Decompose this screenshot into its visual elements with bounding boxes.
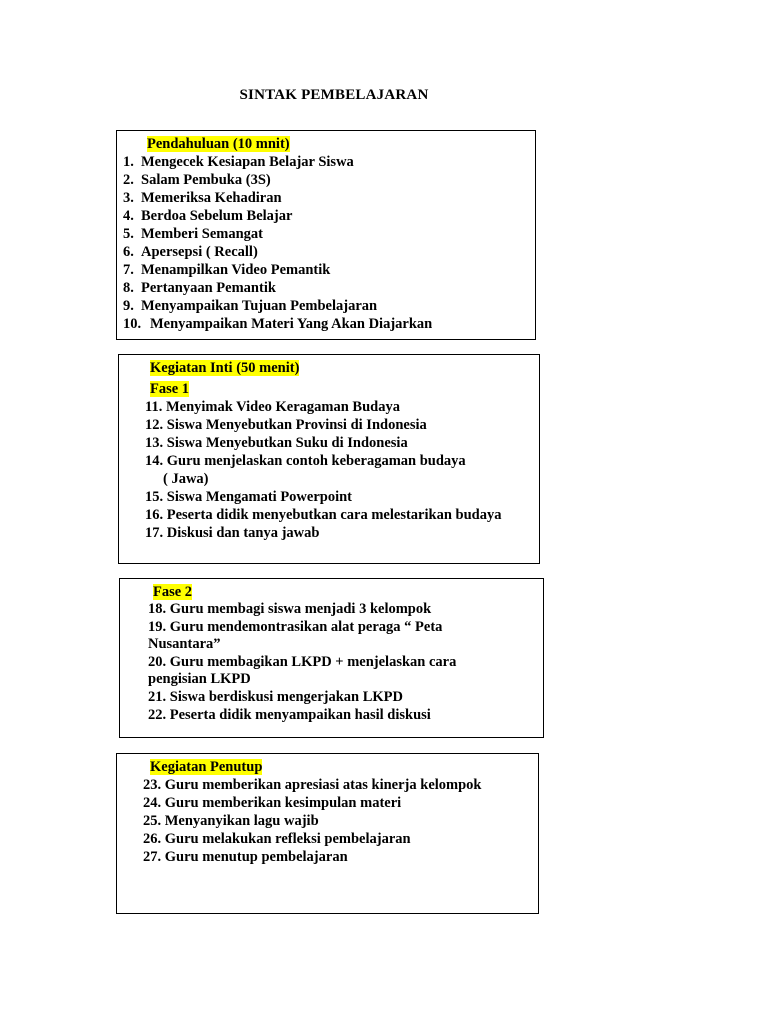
pendahuluan-item: 9. Menyampaikan Tujuan Pembelajaran <box>123 298 378 314</box>
inti-item: 14. Guru menjelaskan contoh keberagaman budaya <box>145 453 466 469</box>
kegiatan-inti-heading: Kegiatan Inti (50 menit) <box>150 360 300 376</box>
penutup-item: 25. Menyanyikan lagu wajib <box>143 813 319 829</box>
pendahuluan-item: 5. Memberi Semangat <box>123 226 264 242</box>
fase2-item: 22. Peserta didik menyampaikan hasil diskusi <box>148 707 431 723</box>
pendahuluan-item: 3. Memeriksa Kehadiran <box>123 190 282 206</box>
pendahuluan-item: 10. Menyampaikan Materi Yang Akan Diajarkan <box>123 316 433 332</box>
pendahuluan-item: 1. Mengecek Kesiapan Belajar Siswa <box>123 154 354 170</box>
penutup-item: 26. Guru melakukan refleksi pembelajaran <box>143 831 411 847</box>
fase2-item-continuation: pengisian LKPD <box>148 671 251 687</box>
fase2-item: 18. Guru membagi siswa menjadi 3 kelompok <box>148 601 432 617</box>
fase2-item: 21. Siswa berdiskusi mengerjakan LKPD <box>148 689 403 705</box>
kegiatan-penutup-box <box>116 753 539 914</box>
penutup-item: 27. Guru menutup pembelajaran <box>143 849 348 865</box>
inti-item: 16. Peserta didik menyebutkan cara melestarikan budaya <box>145 507 502 523</box>
pendahuluan-item: 2. Salam Pembuka (3S) <box>123 172 271 188</box>
kegiatan-penutup-heading: Kegiatan Penutup <box>150 759 263 775</box>
fase-1-label: Fase 1 <box>150 381 190 397</box>
inti-item: 11. Menyimak Video Keragaman Budaya <box>145 399 400 415</box>
inti-item-continuation: ( Jawa) <box>163 471 209 487</box>
fase-2-box <box>119 578 544 738</box>
inti-item: 17. Diskusi dan tanya jawab <box>145 525 320 541</box>
fase-2-label: Fase 2 <box>153 584 193 600</box>
kegiatan-inti-box <box>118 354 540 564</box>
pendahuluan-box <box>116 130 536 340</box>
pendahuluan-heading: Pendahuluan (10 mnit) <box>147 136 290 152</box>
pendahuluan-item: 6. Apersepsi ( Recall) <box>123 244 258 260</box>
fase2-item: 19. Guru mendemontrasikan alat peraga “ Peta <box>148 619 443 635</box>
inti-item: 12. Siswa Menyebutkan Provinsi di Indonesia <box>145 417 427 433</box>
penutup-item: 24. Guru memberikan kesimpulan materi <box>143 795 402 811</box>
fase2-item: 20. Guru membagikan LKPD + menjelaskan cara <box>148 654 457 670</box>
pendahuluan-item: 4. Berdoa Sebelum Belajar <box>123 208 293 224</box>
inti-item: 15. Siswa Mengamati Powerpoint <box>145 489 353 505</box>
pendahuluan-item: 7. Menampilkan Video Pemantik <box>123 262 331 278</box>
fase2-item-continuation: Nusantara” <box>148 636 221 652</box>
inti-item: 13. Siswa Menyebutkan Suku di Indonesia <box>145 435 408 451</box>
page-title: SINTAK PEMBELAJARAN <box>239 87 429 103</box>
penutup-item: 23. Guru memberikan apresiasi atas kinerja kelompok <box>143 777 482 793</box>
pendahuluan-item: 8. Pertanyaan Pemantik <box>123 280 276 296</box>
